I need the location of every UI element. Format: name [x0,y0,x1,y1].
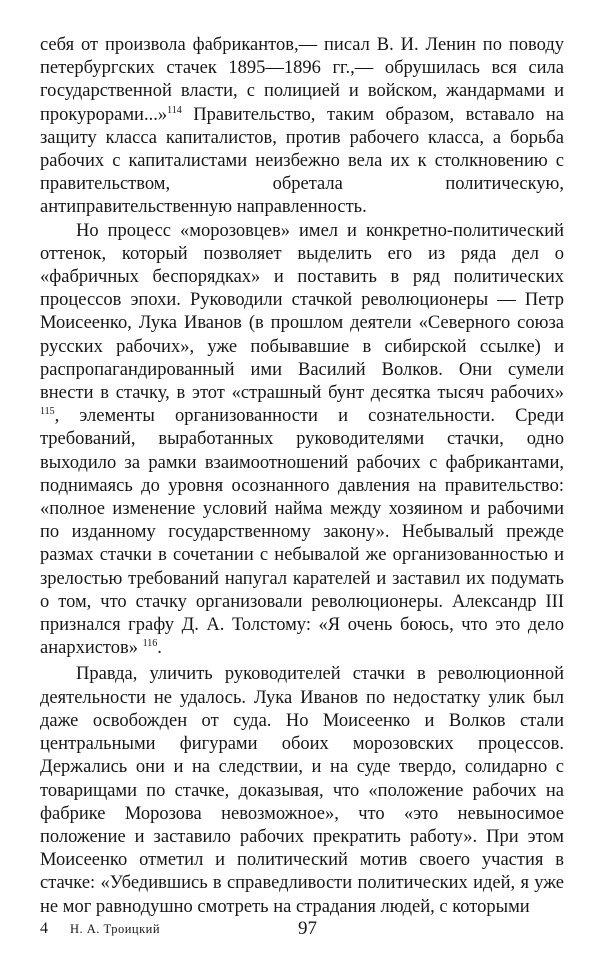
signature-mark: 4 [40,920,48,937]
footnote-ref-114: 114 [167,104,182,116]
footnote-ref-116: 116 [142,638,158,650]
page-number: 97 [298,918,317,939]
paragraph-1-part-2: Правительство, таким образом, вставало на защиту класса капиталистов, против рабочего класса, а борьба рабочих с капиталистами неизбежно вела их к столкновению с правительством, обретала политическую, антиправительственную направленность. [40,104,564,218]
paragraph-2-part-2: , элементы организованности и сознательности. Среди требований, выработанных руководителями стачки, одно выходило за рамки взаимоотношений рабочих с фабрикантами, поднимаясь до уровня осознанного давления на правительство: «полное изменение условий найма между хозяином и рабочими по изданному государственному закону». Небывалый прежде размах стачки в сочетании с небывалой же организованностью и зрелостью требований напугал карателей и заставил их подумать о том, что стачку организовали революционеры. Александр III признался графу Д. А. Толстому: «Я очень боюсь, что это дело анархистов» [40,406,564,659]
paragraph-1 [40,34,564,220]
author-name: Н. А. Троицкий [70,922,161,936]
footnote-ref-115: 115 [40,406,55,418]
page-footer [40,918,564,946]
paragraph-2-part-3: . [157,638,162,659]
paragraph-1-part-1: себя от произвола фабрикантов,— писал В. И. Ленин по поводу петербургских стачек 1895—1896 гг.,— обрушилась вся сила государственной власти, с полицией и войском, жандармами и прокурорами...» [40,35,564,125]
paragraph-3 [40,663,564,918]
paragraph-2-part-1: Но процесс «морозовцев» имел и конкретно-политический оттенок, который позволяет выделить его из ряда дел о «фабричных беспорядках» и поставить в ряд политических процессов эпохи. Руководили стачкой революционеры — Петр Моисеенко, Лука Иванов (в прошлом деятели «Северного союза русских рабочих», уже побывавшие в сибирской ссылке) и распропагандированный ими Василий Волков. Они сумели внести в стачку, в этот «страшный бунт десятка тысяч рабочих» [40,220,564,404]
body-text [40,34,564,919]
paragraph-2 [40,220,564,661]
paragraph-3-part-1: Правда, уличить руководителей стачки в революционной деятельности не удалось. Лука Иванов по недостатку улик был даже освобожден от суда. Но Моисеенко и Волков стали центральными фигурами обоих морозовских процессов. Держались они и на следствии, и на суде твердо, солидарно с товарищами по стачке, доказывая, что «положение рабочих на фабрике Морозова невозможное», что «это невыносимое положение и заставило рабочих прекратить работу». При этом Моисеенко отметил и политический мотив своего участия в стачке: «Убедившись в справедливости политических идей, я уже не мог равнодушно смотреть на страдания людей, с которыми [40,664,564,917]
